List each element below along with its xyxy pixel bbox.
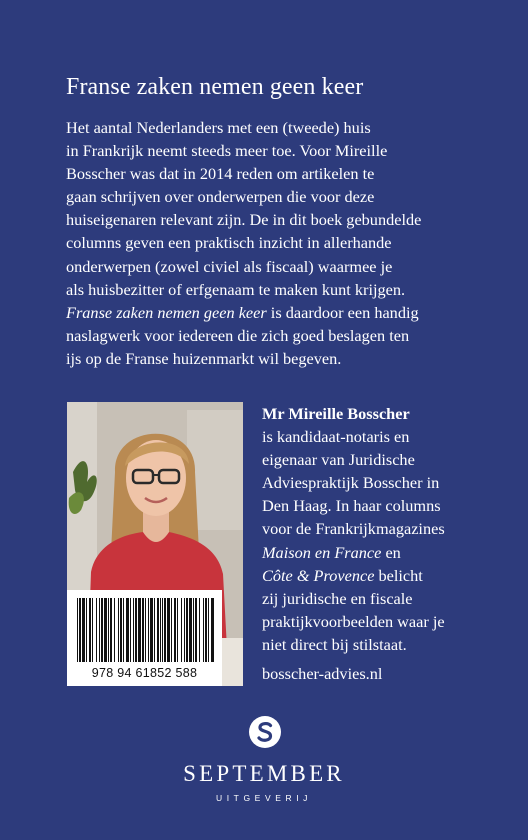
barcode-bars [75,598,214,662]
bio-line: voor de Frankrijkmagazines [262,519,445,539]
blurb-line: columns geven een praktisch inzicht in allerhande [66,233,392,253]
blurb-line: als huisbezitter of erfgenaam te maken kunt krijgen. [66,279,406,299]
isbn-number: 978 94 61852 588 [91,666,198,680]
publisher-name: SEPTEMBER [183,761,345,786]
author-bio [262,402,476,656]
s-logo-icon [248,715,282,749]
author-website[interactable]: bosscher-advies.nl [262,664,383,683]
author-photo [67,402,243,686]
blurb-line [66,301,480,324]
bio-line-rest: belicht [378,565,423,585]
book-blurb [66,116,480,370]
bio-line-rest: en [385,542,401,562]
blurb-line: ijs op de Franse huizenmarkt wil begeven. [66,348,342,368]
blurb-line: gaan schrijven over onderwerpen die voor deze [66,187,375,207]
author-name: Mr Mireille Bosscher [262,404,410,423]
bio-line [262,564,476,587]
blurb-line: Bosscher was dat in 2014 reden om artikelen te [66,164,375,184]
bio-line: zij juridische en fiscale [262,588,413,608]
blurb-line-rest: is daardoor een handig [270,302,419,322]
blurb-line: in Frankrijk neemt steeds meer toe. Voor Mireille [66,141,388,161]
blurb-line: Het aantal Nederlanders met een (tweede) huis [66,118,371,137]
blurb-line: huiseigenaren relevant zijn. De in dit boek gebundelde [66,210,422,230]
bio-line: is kandidaat-notaris en [262,427,410,447]
isbn-barcode [67,590,222,686]
bio-line: eigenaar van Juridische [262,450,415,470]
bio-line [262,541,476,564]
blurb-line: naslagwerk voor iedereen die zich goed beslagen ten [66,325,410,345]
blurb-line: onderwerpen (zowel civiel als fiscaal) waarmee je [66,256,393,276]
publisher-imprint: UITGEVERIJ [215,793,313,803]
bio-line: niet direct bij stilstaat. [262,634,407,654]
bio-line: Adviespraktijk Bosscher in [262,473,440,493]
book-title: Franse zaken nemen geen keer [66,74,364,100]
magazine-title: Côte & Provence [262,565,375,585]
blurb-italic-title: Franse zaken nemen geen keer [66,302,267,322]
bio-line: praktijkvoorbeelden waar je [262,611,445,631]
bio-line: Den Haag. In haar columns [262,496,441,516]
magazine-title: Maison en France [262,542,382,562]
